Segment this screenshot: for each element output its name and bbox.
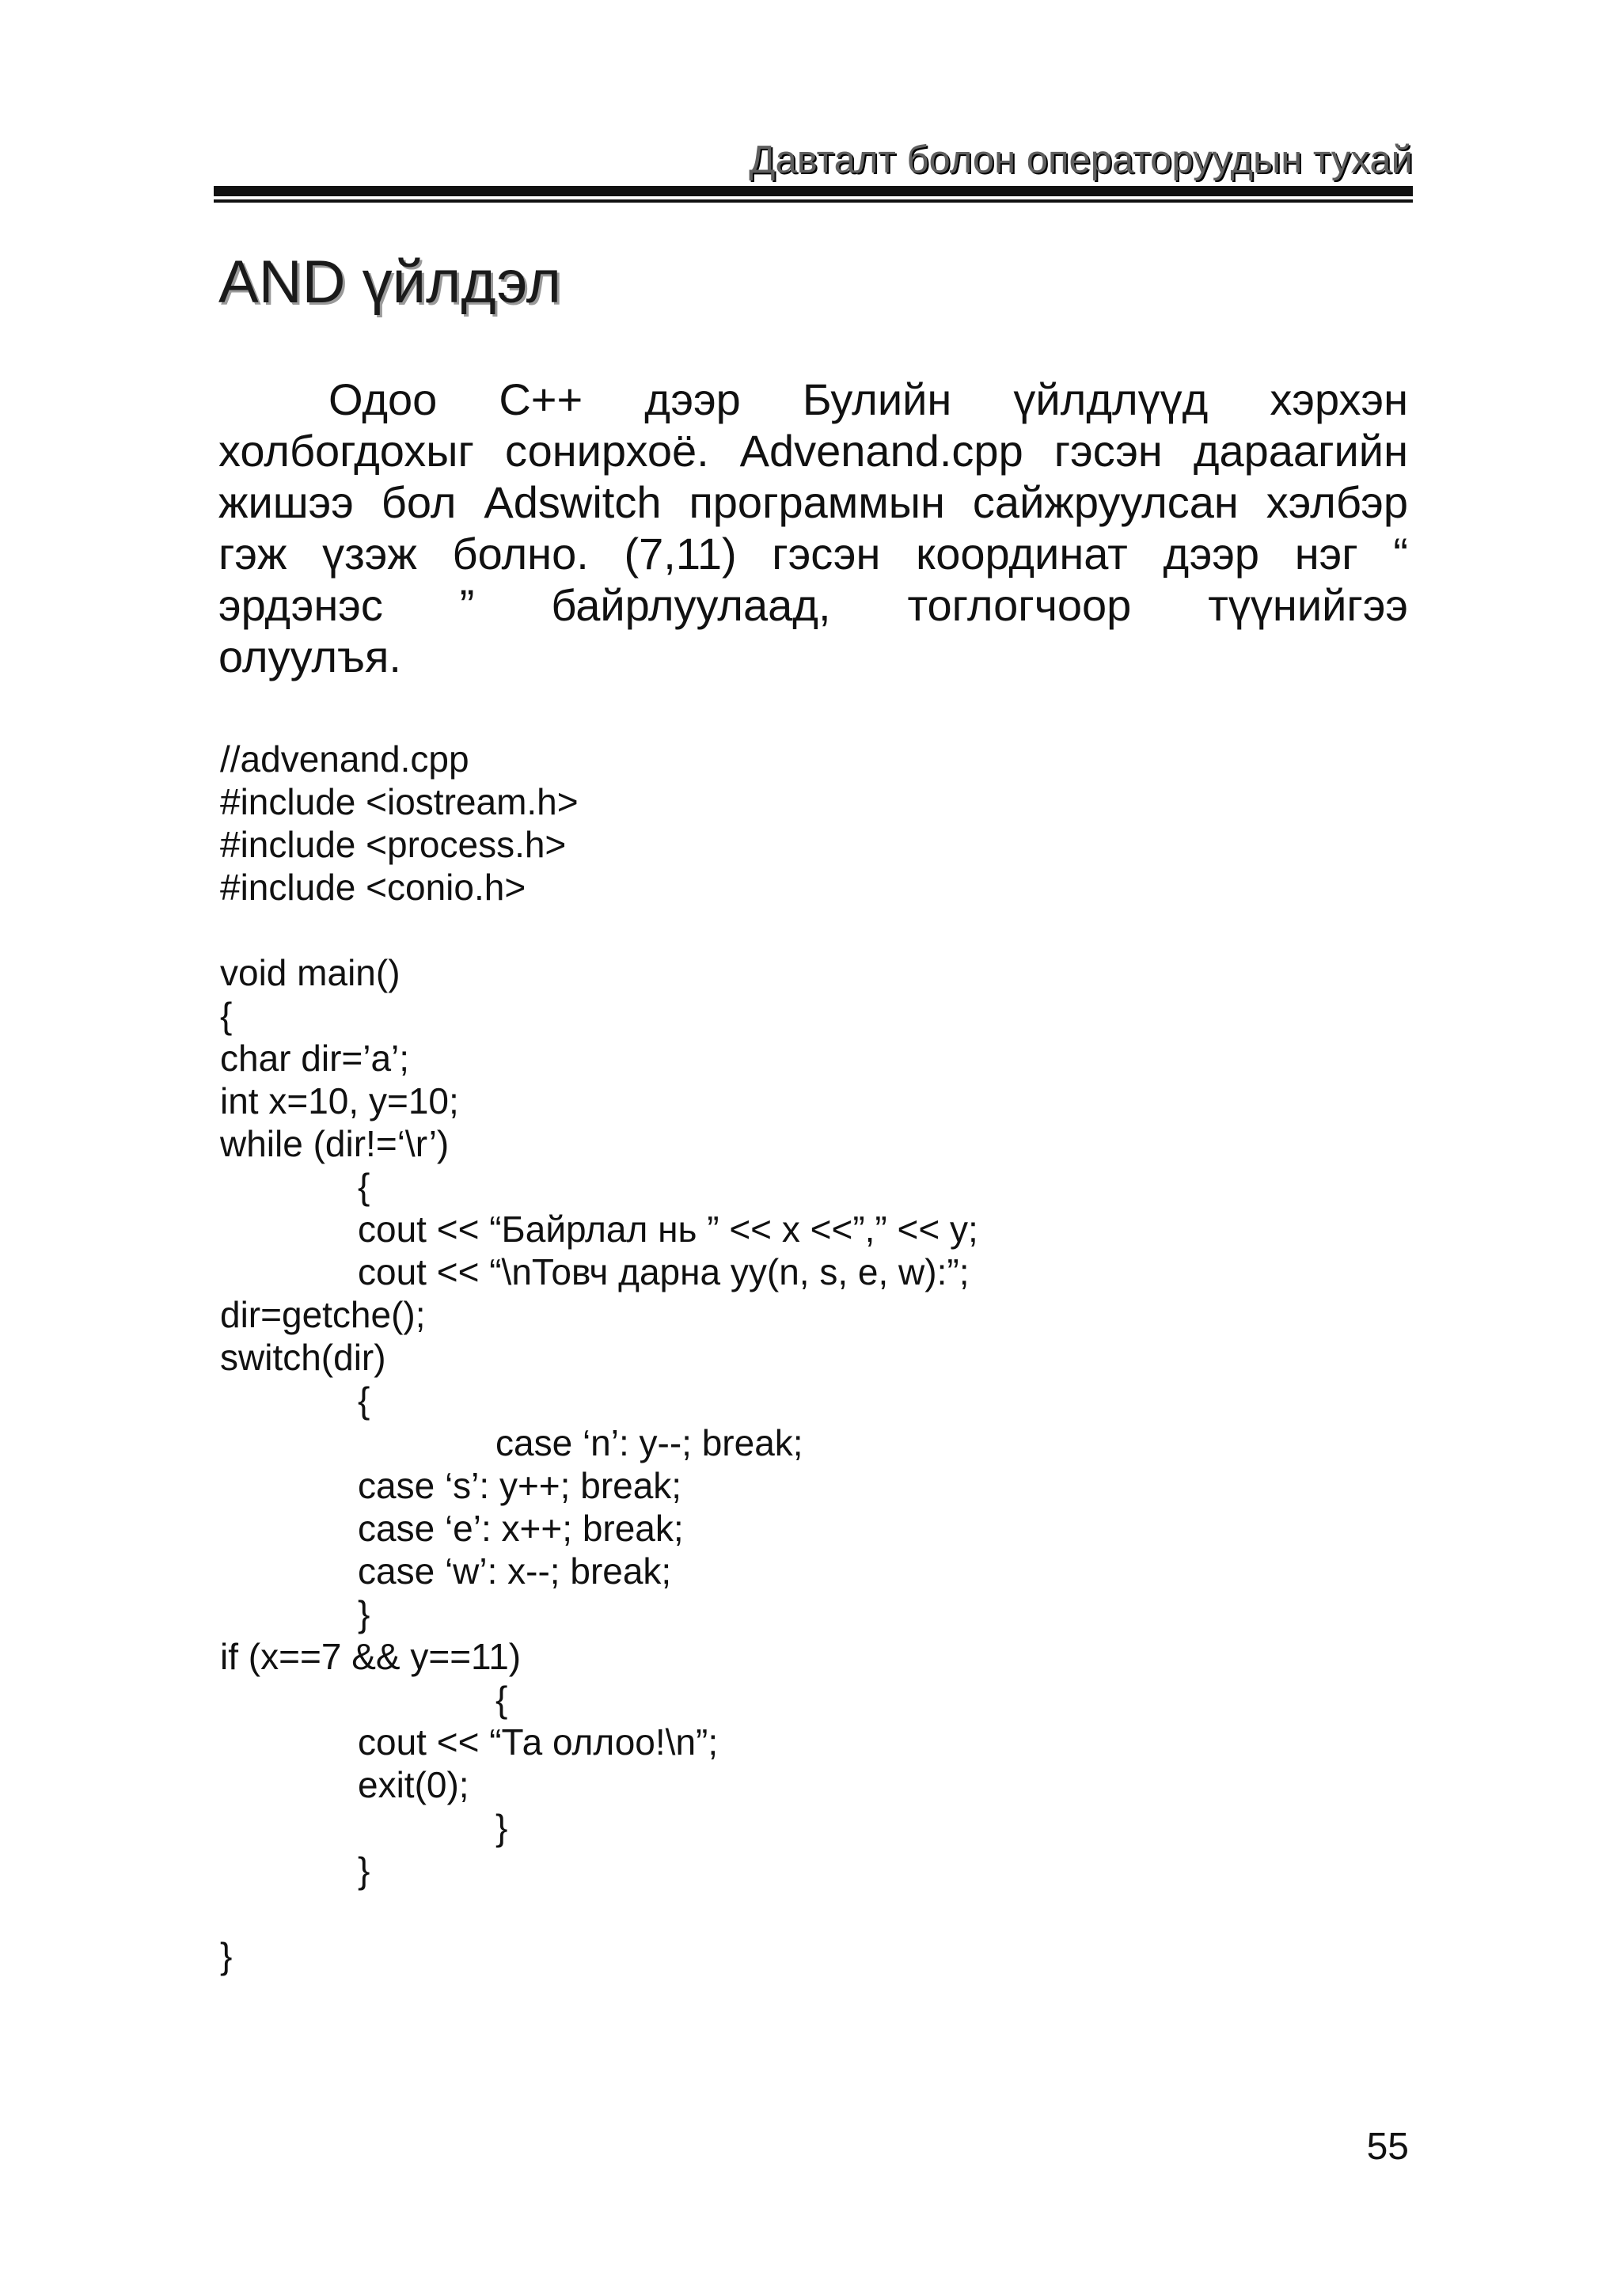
code-line: dir=getche(); — [220, 1294, 426, 1335]
header-rule-thin — [214, 199, 1413, 203]
code-blank-line — [220, 1892, 978, 1934]
code-line: } — [220, 1935, 233, 1976]
code-line: //advenand.cpp — [220, 738, 469, 780]
header-rule-thick — [214, 186, 1413, 196]
code-line: cout << “\nТовч дарна уу(n, s, e, w):”; — [358, 1251, 970, 1292]
running-header: Давталт болон операторуудын тухай — [749, 139, 1413, 181]
intro-line: олуулъя. — [218, 632, 401, 681]
intro-line: Одоо C++ дээр Булийн үйлдлүүд хэрхэн — [328, 374, 1408, 424]
intro-line: гэж үзэж болно. (7,11) гэсэн координат дээр нэг “ — [218, 529, 1408, 579]
code-line: case ‘w’: x--; break; — [358, 1550, 672, 1592]
code-line: char dir=’a’; — [220, 1038, 410, 1079]
code-line: { — [358, 1166, 370, 1207]
code-line: while (dir!=‘\r’) — [220, 1123, 450, 1164]
code-line: exit(0); — [358, 1764, 469, 1805]
code-line: switch(dir) — [220, 1337, 386, 1378]
code-line: if (x==7 && y==11) — [220, 1636, 522, 1677]
section-title: AND үйлдэл — [218, 249, 562, 316]
code-line: void main() — [220, 952, 401, 993]
code-line: #include <conio.h> — [220, 867, 526, 908]
code-line: case ‘n’: y--; break; — [495, 1422, 803, 1463]
code-line: cout << “Та оллоо!\n”; — [358, 1721, 719, 1763]
code-line: { — [358, 1379, 370, 1421]
code-line: case ‘s’: y++; break; — [358, 1465, 682, 1506]
intro-line: жишээ бол Adswitch программын сайжруулсан хэлбэр — [218, 477, 1408, 527]
code-line: } — [358, 1593, 370, 1634]
code-listing — [220, 738, 978, 1977]
code-line: { — [495, 1679, 508, 1720]
code-line: } — [358, 1850, 370, 1891]
intro-paragraph — [218, 374, 1408, 682]
code-blank-line — [220, 909, 978, 951]
code-line: #include <iostream.h> — [220, 781, 579, 822]
code-line: int x=10, y=10; — [220, 1080, 459, 1121]
page-number: 55 — [1366, 2126, 1409, 2168]
intro-line: эрдэнэс ” байрлуулаад, тоглогчоор түүнийгээ — [218, 580, 1408, 630]
code-line: case ‘e’: x++; break; — [358, 1508, 684, 1549]
code-line: } — [495, 1807, 508, 1848]
code-line: #include <process.h> — [220, 824, 567, 865]
code-line: { — [220, 995, 233, 1036]
code-line: cout << “Байрлал нь ” << x <<”,” << y; — [358, 1209, 978, 1250]
intro-line: холбогдохыг сонирхоё. Advenand.cpp гэсэн дараагийн — [218, 426, 1408, 476]
